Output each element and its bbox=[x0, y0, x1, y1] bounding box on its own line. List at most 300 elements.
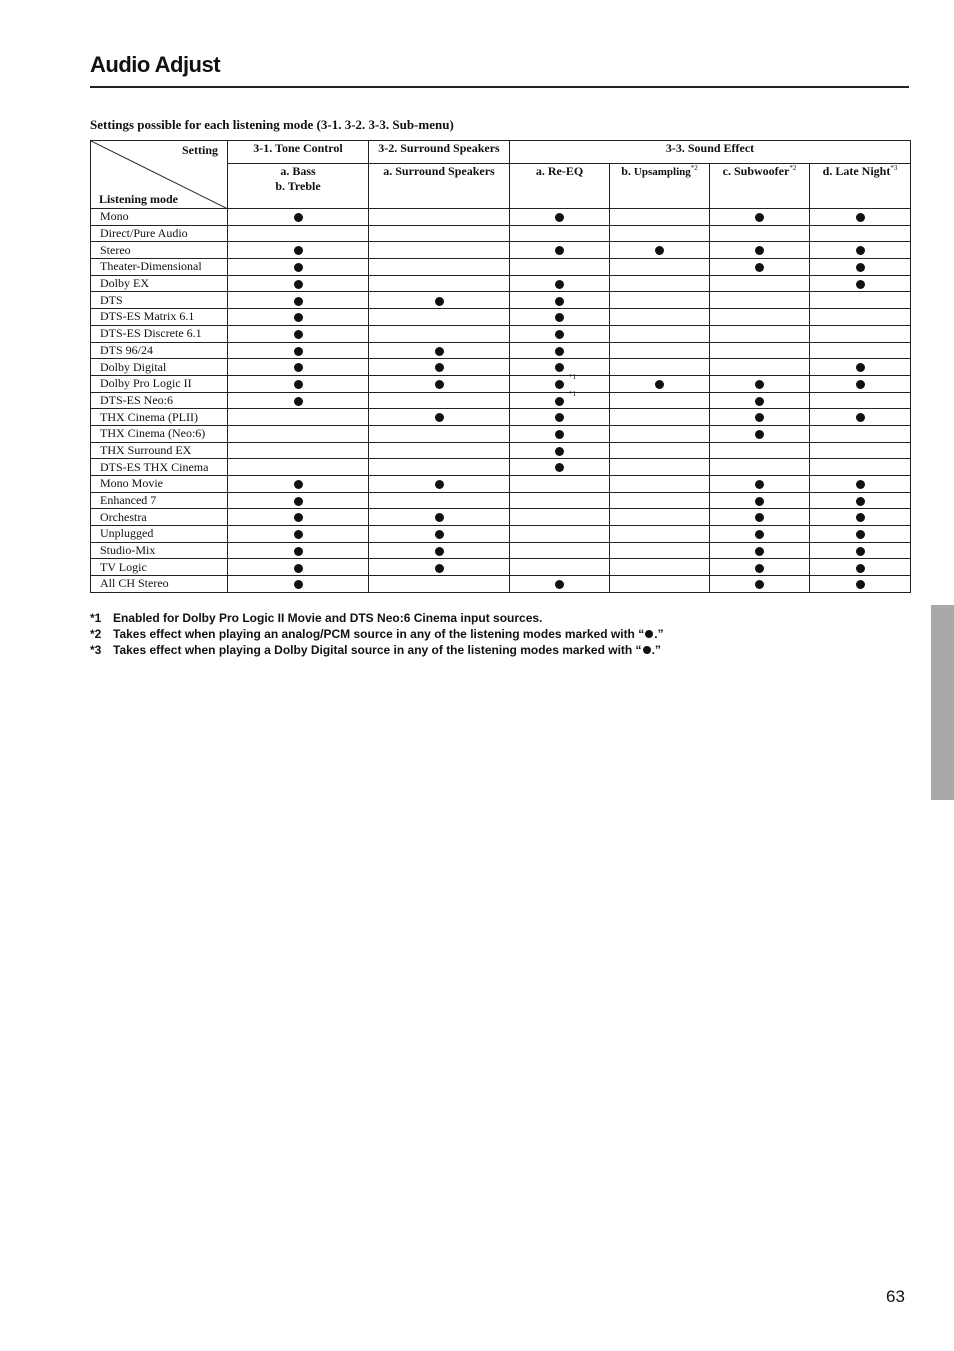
filled-circle-icon bbox=[856, 497, 865, 506]
cell-re-eq bbox=[510, 325, 610, 342]
table-row bbox=[91, 309, 911, 326]
table-row bbox=[91, 375, 911, 392]
cell-tone-control bbox=[228, 526, 369, 543]
table-row bbox=[91, 492, 911, 509]
footnote-suffix: .” bbox=[654, 627, 664, 641]
cell-re-eq bbox=[510, 442, 610, 459]
cell-re-eq bbox=[510, 309, 610, 326]
cell-surround-speakers bbox=[369, 509, 510, 526]
listening-mode-cell: Direct/Pure Audio bbox=[91, 225, 228, 242]
cell-re-eq bbox=[510, 526, 610, 543]
cell-subwoofer bbox=[710, 242, 810, 259]
filled-circle-icon bbox=[435, 547, 444, 556]
cell-re-eq bbox=[510, 375, 610, 392]
cell-subwoofer bbox=[710, 559, 810, 576]
filled-circle-icon bbox=[435, 347, 444, 356]
filled-circle-icon bbox=[555, 447, 564, 456]
filled-circle-icon bbox=[555, 313, 564, 322]
filled-circle-icon bbox=[755, 380, 764, 389]
listening-mode-cell: Enhanced 7 bbox=[91, 492, 228, 509]
table-row bbox=[91, 259, 911, 276]
table-row bbox=[91, 509, 911, 526]
filled-circle-icon bbox=[856, 413, 865, 422]
cell-upsampling bbox=[610, 309, 710, 326]
cell-upsampling bbox=[610, 442, 710, 459]
cell-subwoofer bbox=[710, 325, 810, 342]
cell-late-night bbox=[810, 576, 911, 593]
cell-upsampling bbox=[610, 242, 710, 259]
cell-subwoofer bbox=[710, 442, 810, 459]
cell-tone-control bbox=[228, 425, 369, 442]
cell-re-eq bbox=[510, 242, 610, 259]
cell-surround-speakers bbox=[369, 425, 510, 442]
corner-header-cell bbox=[91, 141, 228, 209]
upsampling-prefix: b. bbox=[621, 164, 631, 178]
cell-upsampling bbox=[610, 325, 710, 342]
listening-mode-cell: DTS-ES Matrix 6.1 bbox=[91, 309, 228, 326]
cell-surround-speakers bbox=[369, 342, 510, 359]
cell-surround-speakers bbox=[369, 476, 510, 493]
cell-late-night bbox=[810, 526, 911, 543]
cell-late-night bbox=[810, 259, 911, 276]
cell-late-night bbox=[810, 492, 911, 509]
footnote-ref: *1 bbox=[569, 373, 576, 382]
cell-subwoofer bbox=[710, 342, 810, 359]
cell-upsampling bbox=[610, 559, 710, 576]
filled-circle-icon bbox=[755, 580, 764, 589]
section-side-tab bbox=[931, 605, 954, 800]
filled-circle-icon bbox=[555, 363, 564, 372]
cell-late-night bbox=[810, 325, 911, 342]
page-number: 63 bbox=[886, 1287, 905, 1306]
cell-upsampling bbox=[610, 459, 710, 476]
cell-tone-control bbox=[228, 409, 369, 426]
filled-circle-icon bbox=[555, 213, 564, 222]
cell-tone-control bbox=[228, 275, 369, 292]
cell-late-night bbox=[810, 476, 911, 493]
filled-circle-icon bbox=[755, 413, 764, 422]
filled-circle-icon bbox=[755, 530, 764, 539]
cell-upsampling bbox=[610, 492, 710, 509]
subheader-subwoofer bbox=[710, 164, 810, 209]
filled-circle-icon bbox=[755, 397, 764, 406]
listening-mode-cell: Mono Movie bbox=[91, 476, 228, 493]
subwoofer-footnote-ref: *2 bbox=[789, 164, 797, 172]
listening-mode-cell: Dolby Pro Logic II bbox=[91, 375, 228, 392]
cell-late-night bbox=[810, 442, 911, 459]
filled-circle-icon bbox=[555, 330, 564, 339]
table-row bbox=[91, 442, 911, 459]
cell-re-eq bbox=[510, 342, 610, 359]
filled-circle-icon bbox=[435, 297, 444, 306]
footnote-number: *2 bbox=[90, 627, 102, 641]
page-title: Audio Adjust bbox=[90, 52, 221, 77]
cell-surround-speakers bbox=[369, 242, 510, 259]
filled-circle-icon bbox=[555, 463, 564, 472]
subheader-upsampling bbox=[610, 164, 710, 209]
cell-surround-speakers bbox=[369, 259, 510, 276]
cell-subwoofer bbox=[710, 425, 810, 442]
filled-circle-icon bbox=[755, 263, 764, 272]
cell-re-eq bbox=[510, 292, 610, 309]
cell-tone-control bbox=[228, 209, 369, 226]
footnote-number: *3 bbox=[90, 643, 102, 657]
table-row bbox=[91, 225, 911, 242]
subheader-bass-treble bbox=[228, 164, 369, 209]
cell-late-night bbox=[810, 225, 911, 242]
footnote-number: *1 bbox=[90, 611, 102, 625]
listening-mode-cell: Unplugged bbox=[91, 526, 228, 543]
filled-circle-icon bbox=[755, 547, 764, 556]
subheader-surround-speakers: a. Surround Speakers bbox=[369, 164, 510, 209]
cell-surround-speakers bbox=[369, 309, 510, 326]
filled-circle-icon bbox=[645, 630, 653, 638]
filled-circle-icon bbox=[555, 380, 564, 389]
filled-circle-icon bbox=[856, 213, 865, 222]
cell-subwoofer bbox=[710, 209, 810, 226]
table-row bbox=[91, 209, 911, 226]
footnote-text: Enabled for Dolby Pro Logic II Movie and DTS Neo:6 Cinema input sources. bbox=[113, 611, 543, 625]
filled-circle-icon bbox=[294, 246, 303, 255]
cell-tone-control bbox=[228, 576, 369, 593]
cell-surround-speakers bbox=[369, 409, 510, 426]
cell-re-eq bbox=[510, 492, 610, 509]
cell-surround-speakers bbox=[369, 209, 510, 226]
cell-late-night bbox=[810, 209, 911, 226]
filled-circle-icon bbox=[435, 363, 444, 372]
listening-mode-cell: DTS-ES THX Cinema bbox=[91, 459, 228, 476]
listening-mode-cell: Stereo bbox=[91, 242, 228, 259]
cell-subwoofer bbox=[710, 409, 810, 426]
cell-late-night bbox=[810, 242, 911, 259]
filled-circle-icon bbox=[294, 263, 303, 272]
cell-subwoofer bbox=[710, 526, 810, 543]
filled-circle-icon bbox=[856, 280, 865, 289]
listening-mode-cell: Theater-Dimensional bbox=[91, 259, 228, 276]
cell-re-eq bbox=[510, 559, 610, 576]
cell-surround-speakers bbox=[369, 459, 510, 476]
filled-circle-icon bbox=[755, 246, 764, 255]
filled-circle-icon bbox=[294, 363, 303, 372]
listening-mode-cell: All CH Stereo bbox=[91, 576, 228, 593]
filled-circle-icon bbox=[555, 413, 564, 422]
table-row bbox=[91, 476, 911, 493]
cell-subwoofer bbox=[710, 459, 810, 476]
filled-circle-icon bbox=[435, 530, 444, 539]
subheader-re-eq: a. Re-EQ bbox=[510, 164, 610, 209]
cell-late-night bbox=[810, 392, 911, 409]
cell-re-eq bbox=[510, 476, 610, 493]
cell-subwoofer bbox=[710, 476, 810, 493]
table-row bbox=[91, 459, 911, 476]
upsampling-label: Upsampling bbox=[633, 166, 691, 178]
listening-mode-cell: Orchestra bbox=[91, 509, 228, 526]
table-row bbox=[91, 526, 911, 543]
footnote-text: Takes effect when playing an analog/PCM source in any of the listening modes marked with “ bbox=[113, 627, 645, 641]
cell-tone-control bbox=[228, 542, 369, 559]
cell-re-eq bbox=[510, 459, 610, 476]
upsampling-footnote-ref: *2 bbox=[690, 164, 698, 172]
cell-re-eq bbox=[510, 225, 610, 242]
header-surround-speakers: 3-2. Surround Speakers bbox=[369, 141, 510, 164]
filled-circle-icon bbox=[294, 330, 303, 339]
footnote-suffix: .” bbox=[651, 643, 661, 657]
cell-upsampling bbox=[610, 259, 710, 276]
filled-circle-icon bbox=[755, 564, 764, 573]
cell-subwoofer bbox=[710, 259, 810, 276]
cell-late-night bbox=[810, 309, 911, 326]
footnote-2 bbox=[90, 626, 664, 642]
listening-mode-cell: Mono bbox=[91, 209, 228, 226]
filled-circle-icon bbox=[294, 564, 303, 573]
cell-late-night bbox=[810, 509, 911, 526]
cell-upsampling bbox=[610, 209, 710, 226]
cell-upsampling bbox=[610, 526, 710, 543]
footnote-1 bbox=[90, 610, 664, 626]
cell-tone-control bbox=[228, 325, 369, 342]
cell-tone-control bbox=[228, 509, 369, 526]
footnotes bbox=[90, 610, 664, 658]
filled-circle-icon bbox=[294, 280, 303, 289]
cell-tone-control bbox=[228, 259, 369, 276]
cell-upsampling bbox=[610, 375, 710, 392]
cell-tone-control bbox=[228, 392, 369, 409]
subheader-late-night bbox=[810, 164, 911, 209]
filled-circle-icon bbox=[435, 480, 444, 489]
filled-circle-icon bbox=[294, 547, 303, 556]
filled-circle-icon bbox=[755, 513, 764, 522]
cell-re-eq bbox=[510, 576, 610, 593]
table-row bbox=[91, 409, 911, 426]
table-caption: Settings possible for each listening mode (3-1. 3-2. 3-3. Sub-menu) bbox=[90, 117, 454, 132]
table-row bbox=[91, 559, 911, 576]
cell-late-night bbox=[810, 459, 911, 476]
cell-surround-speakers bbox=[369, 275, 510, 292]
filled-circle-icon bbox=[856, 380, 865, 389]
table-row bbox=[91, 342, 911, 359]
filled-circle-icon bbox=[755, 480, 764, 489]
cell-late-night bbox=[810, 425, 911, 442]
cell-surround-speakers bbox=[369, 576, 510, 593]
cell-late-night bbox=[810, 375, 911, 392]
cell-upsampling bbox=[610, 542, 710, 559]
filled-circle-icon bbox=[435, 413, 444, 422]
table-row bbox=[91, 292, 911, 309]
cell-late-night bbox=[810, 292, 911, 309]
filled-circle-icon bbox=[555, 397, 564, 406]
listening-mode-cell: DTS bbox=[91, 292, 228, 309]
filled-circle-icon bbox=[294, 213, 303, 222]
table-row bbox=[91, 242, 911, 259]
cell-re-eq bbox=[510, 542, 610, 559]
cell-re-eq bbox=[510, 275, 610, 292]
cell-subwoofer bbox=[710, 225, 810, 242]
filled-circle-icon bbox=[555, 580, 564, 589]
filled-circle-icon bbox=[435, 564, 444, 573]
filled-circle-icon bbox=[294, 480, 303, 489]
late-night-footnote-ref: *3 bbox=[890, 164, 898, 172]
filled-circle-icon bbox=[555, 246, 564, 255]
cell-re-eq bbox=[510, 359, 610, 376]
listening-mode-cell: Studio-Mix bbox=[91, 542, 228, 559]
cell-surround-speakers bbox=[369, 542, 510, 559]
cell-re-eq bbox=[510, 259, 610, 276]
cell-late-night bbox=[810, 559, 911, 576]
cell-subwoofer bbox=[710, 576, 810, 593]
listening-mode-settings-table bbox=[90, 140, 911, 593]
cell-late-night bbox=[810, 409, 911, 426]
header-sound-effect: 3-3. Sound Effect bbox=[510, 141, 911, 164]
cell-upsampling bbox=[610, 476, 710, 493]
subheader-treble: b. Treble bbox=[275, 179, 321, 193]
filled-circle-icon bbox=[856, 480, 865, 489]
cell-upsampling bbox=[610, 392, 710, 409]
cell-tone-control bbox=[228, 459, 369, 476]
filled-circle-icon bbox=[294, 313, 303, 322]
cell-late-night bbox=[810, 542, 911, 559]
listening-mode-cell: DTS-ES Neo:6 bbox=[91, 392, 228, 409]
cell-tone-control bbox=[228, 342, 369, 359]
cell-surround-speakers bbox=[369, 292, 510, 309]
cell-upsampling bbox=[610, 425, 710, 442]
cell-re-eq bbox=[510, 389, 610, 409]
filled-circle-icon bbox=[294, 347, 303, 356]
table-body bbox=[91, 209, 911, 593]
cell-subwoofer bbox=[710, 492, 810, 509]
cell-tone-control bbox=[228, 559, 369, 576]
filled-circle-icon bbox=[294, 513, 303, 522]
filled-circle-icon bbox=[294, 497, 303, 506]
cell-re-eq bbox=[510, 509, 610, 526]
filled-circle-icon bbox=[643, 646, 651, 654]
cell-late-night bbox=[810, 275, 911, 292]
filled-circle-icon bbox=[856, 564, 865, 573]
filled-circle-icon bbox=[435, 513, 444, 522]
filled-circle-icon bbox=[755, 497, 764, 506]
cell-tone-control bbox=[228, 375, 369, 392]
late-night-label: d. Late Night bbox=[822, 164, 891, 178]
listening-mode-cell: Dolby EX bbox=[91, 275, 228, 292]
cell-tone-control bbox=[228, 242, 369, 259]
cell-late-night bbox=[810, 342, 911, 359]
setting-axis-label: Setting bbox=[182, 143, 218, 157]
cell-tone-control bbox=[228, 309, 369, 326]
subwoofer-label: c. Subwoofer bbox=[722, 164, 790, 178]
cell-surround-speakers bbox=[369, 492, 510, 509]
listening-mode-cell: THX Surround EX bbox=[91, 442, 228, 459]
cell-late-night bbox=[810, 359, 911, 376]
cell-surround-speakers bbox=[369, 442, 510, 459]
table-row bbox=[91, 392, 911, 409]
subheader-bass: a. Bass bbox=[280, 164, 316, 178]
cell-surround-speakers bbox=[369, 375, 510, 392]
filled-circle-icon bbox=[755, 213, 764, 222]
cell-subwoofer bbox=[710, 375, 810, 392]
filled-circle-icon bbox=[856, 246, 865, 255]
cell-upsampling bbox=[610, 359, 710, 376]
filled-circle-icon bbox=[435, 380, 444, 389]
cell-re-eq bbox=[510, 209, 610, 226]
filled-circle-icon bbox=[856, 547, 865, 556]
filled-circle-icon bbox=[294, 380, 303, 389]
cell-subwoofer bbox=[710, 509, 810, 526]
cell-surround-speakers bbox=[369, 526, 510, 543]
cell-surround-speakers bbox=[369, 392, 510, 409]
filled-circle-icon bbox=[294, 580, 303, 589]
cell-tone-control bbox=[228, 442, 369, 459]
table-row bbox=[91, 275, 911, 292]
filled-circle-icon bbox=[856, 530, 865, 539]
listening-mode-cell: Dolby Digital bbox=[91, 359, 228, 376]
filled-circle-icon bbox=[655, 380, 664, 389]
filled-circle-icon bbox=[856, 513, 865, 522]
cell-tone-control bbox=[228, 292, 369, 309]
cell-upsampling bbox=[610, 225, 710, 242]
filled-circle-icon bbox=[555, 430, 564, 439]
footnote-3 bbox=[90, 642, 664, 658]
cell-tone-control bbox=[228, 359, 369, 376]
cell-upsampling bbox=[610, 275, 710, 292]
filled-circle-icon bbox=[655, 246, 664, 255]
listening-mode-cell: DTS-ES Discrete 6.1 bbox=[91, 325, 228, 342]
cell-subwoofer bbox=[710, 359, 810, 376]
cell-surround-speakers bbox=[369, 325, 510, 342]
filled-circle-icon bbox=[555, 280, 564, 289]
table-row bbox=[91, 325, 911, 342]
table-row bbox=[91, 576, 911, 593]
footnote-ref: *1 bbox=[569, 389, 576, 398]
filled-circle-icon bbox=[555, 297, 564, 306]
filled-circle-icon bbox=[755, 430, 764, 439]
cell-subwoofer bbox=[710, 309, 810, 326]
filled-circle-icon bbox=[294, 397, 303, 406]
listening-mode-cell: THX Cinema (Neo:6) bbox=[91, 425, 228, 442]
cell-surround-speakers bbox=[369, 225, 510, 242]
cell-upsampling bbox=[610, 509, 710, 526]
cell-surround-speakers bbox=[369, 559, 510, 576]
table-row bbox=[91, 542, 911, 559]
cell-subwoofer bbox=[710, 542, 810, 559]
cell-upsampling bbox=[610, 409, 710, 426]
listening-mode-cell: THX Cinema (PLII) bbox=[91, 409, 228, 426]
cell-tone-control bbox=[228, 492, 369, 509]
listening-mode-axis-label: Listening mode bbox=[99, 192, 179, 206]
cell-subwoofer bbox=[710, 292, 810, 309]
cell-subwoofer bbox=[710, 275, 810, 292]
filled-circle-icon bbox=[856, 363, 865, 372]
filled-circle-icon bbox=[294, 297, 303, 306]
header-tone-control: 3-1. Tone Control bbox=[228, 141, 369, 164]
cell-re-eq bbox=[510, 425, 610, 442]
cell-tone-control bbox=[228, 225, 369, 242]
cell-tone-control bbox=[228, 476, 369, 493]
listening-mode-cell: DTS 96/24 bbox=[91, 342, 228, 359]
table-row bbox=[91, 359, 911, 376]
cell-upsampling bbox=[610, 576, 710, 593]
table-row bbox=[91, 425, 911, 442]
listening-mode-cell: TV Logic bbox=[91, 559, 228, 576]
filled-circle-icon bbox=[555, 347, 564, 356]
filled-circle-icon bbox=[294, 530, 303, 539]
cell-surround-speakers bbox=[369, 359, 510, 376]
title-rule bbox=[90, 86, 909, 88]
cell-upsampling bbox=[610, 342, 710, 359]
filled-circle-icon bbox=[856, 580, 865, 589]
filled-circle-icon bbox=[856, 263, 865, 272]
cell-re-eq bbox=[510, 409, 610, 426]
cell-upsampling bbox=[610, 292, 710, 309]
cell-subwoofer bbox=[710, 392, 810, 409]
